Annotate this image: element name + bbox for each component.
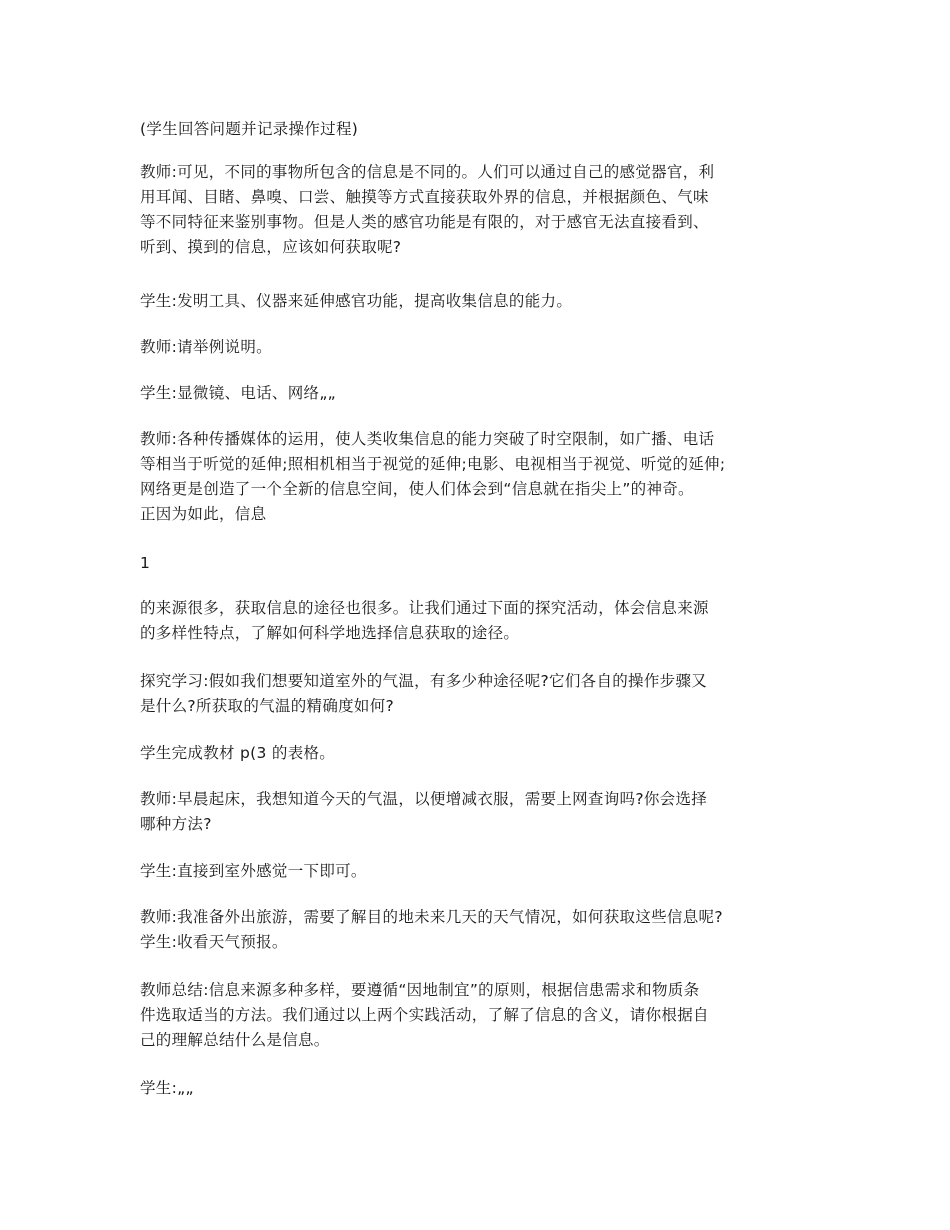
text-line: 教师:各种传播媒体的运用，使人类收集信息的能力突破了时空限制，如广播、电话 (140, 430, 715, 448)
text-line: 学生:直接到室外感觉一下即可。 (140, 862, 367, 880)
text-line: 件选取适当的方法。我们通过以上两个实践活动，了解了信息的含义，请你根据自 (140, 1006, 709, 1024)
text-line: 学生:显微镜、电话、网络„„ (140, 384, 336, 402)
paragraph-info-sources (140, 596, 820, 646)
text-line: 等不同特征来鉴别事物。但是人类的感官功能是有限的，对于感官无法直接看到、 (140, 213, 709, 231)
text-line: 用耳闻、目睹、鼻嗅、口尝、触摸等方式直接获取外界的信息，并根据颜色、气味 (140, 188, 709, 206)
text-line: 学生:收看天气预报。 (140, 933, 288, 951)
text-line: 学生:„„ (140, 1079, 194, 1097)
paragraph-inquiry (140, 669, 820, 719)
text-line: 教师:我准备外出旅游，需要了解目的地未来几天的天气情况，如何获取这些信息呢? (140, 908, 723, 926)
text-line: 听到、摸到的信息，应该如何获取呢? (140, 238, 402, 256)
paragraph-student-outside (140, 859, 820, 884)
text-line: 的来源很多，获取信息的途径也很多。让我们通过下面的探究活动，体会信息来源 (140, 599, 709, 617)
paragraph-teacher-travel (140, 905, 820, 955)
text-line: 己的理解总结什么是信息。 (140, 1031, 330, 1049)
paragraph-textbook-table (140, 741, 820, 766)
paragraph-teacher-media (140, 427, 820, 527)
paragraph-student-devices (140, 381, 820, 406)
paragraph-student-tools (140, 289, 820, 314)
text-line: (学生回答问题并记录操作过程) (140, 120, 359, 138)
text-line: 的多样性特点，了解如何科学地选择信息获取的途径。 (140, 624, 520, 642)
text-line: 探究学习:假如我们想要知道室外的气温，有多少种途径呢?它们各自的操作步骤又 (140, 672, 708, 690)
paragraph-student-note (140, 117, 820, 142)
text-line: 教师:可见，不同的事物所包含的信息是不同的。人们可以通过自己的感觉器官，利 (140, 163, 715, 181)
text-line: 等相当于听觉的延伸;照相机相当于视觉的延伸;电影、电视相当于视觉、听觉的延伸; (140, 455, 726, 473)
page-number: 1 (140, 554, 151, 572)
paragraph-teacher-senses (140, 160, 820, 260)
text-line: 教师:请举例说明。 (140, 338, 272, 356)
text-line: 哪种方法? (140, 815, 212, 833)
text-line: 学生:发明工具、仪器来延伸感官功能，提高收集信息的能力。 (140, 292, 573, 310)
text-line: 教师总结:信息来源多种多样，要遵循“因地制宜”的原则，根据信患需求和物质条 (140, 981, 700, 999)
text-line: 网络更是创造了一个全新的信息空间，使人们体会到“信息就在指尖上”的神奇。 (140, 480, 694, 498)
paragraph-teacher-example (140, 335, 820, 360)
text-line: 学生完成教材 p(3 的表格。 (140, 744, 336, 762)
text-line: 是什么?所获取的气温的精确度如何? (140, 697, 395, 715)
text-line: 正因为如此，信息 (140, 505, 267, 523)
paragraph-student-ellipsis (140, 1076, 820, 1101)
text-line: 教师:早晨起床，我想知道今天的气温，以便增减衣服，需要上网查询吗?你会选择 (140, 790, 708, 808)
paragraph-teacher-morning (140, 787, 820, 837)
paragraph-teacher-summary (140, 978, 820, 1053)
